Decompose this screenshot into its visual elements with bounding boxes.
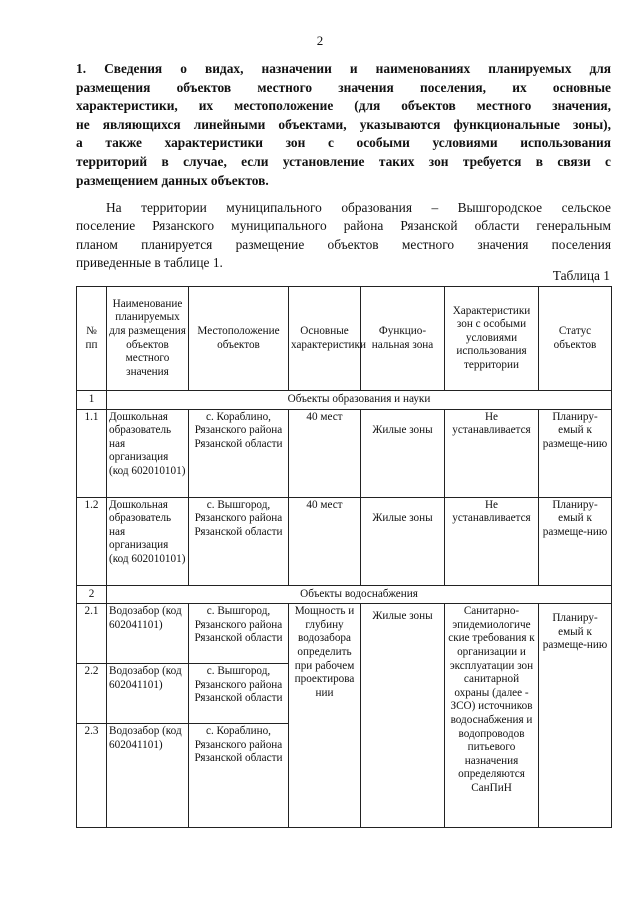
table-row <box>77 409 612 497</box>
cell-name: Водозабор (код 602041101) <box>107 664 189 724</box>
cell-num: 1.2 <box>77 497 107 585</box>
heading-line: не являющихся линейными объектами, указываются функциональные зоны), <box>76 116 611 132</box>
cell-num: 2.3 <box>77 724 107 828</box>
cell-special-zone: Не устанавливается <box>445 409 539 497</box>
cell-num: 1.1 <box>77 409 107 497</box>
intro-paragraph <box>76 199 611 273</box>
paragraph-line: планом планируется размещение объектов местного значения поселения <box>76 236 611 252</box>
cell-special-zone: Санитарно-эпидемиологиче ские требования к организации и эксплуатации зон санитарной охраны (далее - ЗСО) источников водоснабжения и водопроводов питьевого назначения определяются СанПиН <box>445 604 539 828</box>
header-status: Статус объектов <box>539 287 612 391</box>
header-name: Наименование планируемых для размещения объектов местного значения <box>107 287 189 391</box>
cell-location: с. Кораблино, Рязанского района Рязанской области <box>189 724 289 828</box>
cell-special-zone: Не устанавливается <box>445 497 539 585</box>
table-row <box>77 497 612 585</box>
page-number: 2 <box>316 33 324 48</box>
cell-characteristics: 40 мест <box>289 409 361 497</box>
cell-name: Дошкольная образователь ная организация (код 602010101) <box>107 497 189 585</box>
header-zone: Функцио-нальная зона <box>361 287 445 391</box>
heading-line: характеристики, их местоположение (для объектов местного значения, <box>76 98 611 114</box>
table-header-row <box>77 287 612 391</box>
section-row <box>77 585 612 604</box>
table-caption: Таблица 1 <box>552 268 610 283</box>
cell-name: Водозабор (код 602041101) <box>107 604 189 664</box>
paragraph-line: приведенные в таблице 1. <box>76 255 223 271</box>
cell-location: с. Вышгород, Рязанского района Рязанской области <box>189 604 289 664</box>
heading-line: размещения объектов местного значения поселения, их основные <box>76 79 611 95</box>
cell-name: Дошкольная образователь ная организация (код 602010101) <box>107 409 189 497</box>
section-title: Объекты водоснабжения <box>107 585 612 604</box>
header-num: № пп <box>77 287 107 391</box>
cell-num: 2.1 <box>77 604 107 664</box>
cell-zone: Жилые зоны <box>361 409 445 497</box>
section-row <box>77 391 612 410</box>
section-heading <box>76 60 611 190</box>
cell-num: 2.2 <box>77 664 107 724</box>
heading-line: а также характеристики зон с особыми условиями использования <box>76 135 611 151</box>
heading-line: территорий в случае, если установление таких зон требуется в связи с <box>76 153 611 169</box>
cell-location: с. Вышгород, Рязанского района Рязанской области <box>189 497 289 585</box>
section-title: Объекты образования и науки <box>107 391 612 410</box>
cell-location: с. Вышгород, Рязанского района Рязанской области <box>189 664 289 724</box>
section-num: 1 <box>77 391 107 410</box>
heading-line: 1. Сведения о видах, назначении и наименованиях планируемых для <box>76 61 611 76</box>
cell-characteristics: Мощность и глубину водозабора определить при рабочем проектирова нии <box>289 604 361 828</box>
cell-characteristics: 40 мест <box>289 497 361 585</box>
section-num: 2 <box>77 585 107 604</box>
cell-status: Планиру-емый к размеще-нию <box>539 497 612 585</box>
cell-status: Планиру-емый к размеще-нию <box>539 409 612 497</box>
objects-table <box>76 286 612 828</box>
cell-name: Водозабор (код 602041101) <box>107 724 189 828</box>
header-special-zone: Характеристики зон с особыми условиями использования территории <box>445 287 539 391</box>
cell-location: с. Кораблино, Рязанского района Рязанской области <box>189 409 289 497</box>
table-row <box>77 604 612 664</box>
header-characteristics: Основные характеристики <box>289 287 361 391</box>
header-location: Местоположение объектов <box>189 287 289 391</box>
paragraph-line: На территории муниципального образования – Вышгородское сельское <box>106 200 611 215</box>
cell-status: Планиру-емый к размеще-нию <box>539 604 612 828</box>
cell-zone: Жилые зоны <box>361 497 445 585</box>
cell-zone: Жилые зоны <box>361 604 445 828</box>
heading-line: размещением данных объектов. <box>76 172 269 188</box>
paragraph-line: поселение Рязанского муниципального района Рязанской области генеральным <box>76 218 611 234</box>
